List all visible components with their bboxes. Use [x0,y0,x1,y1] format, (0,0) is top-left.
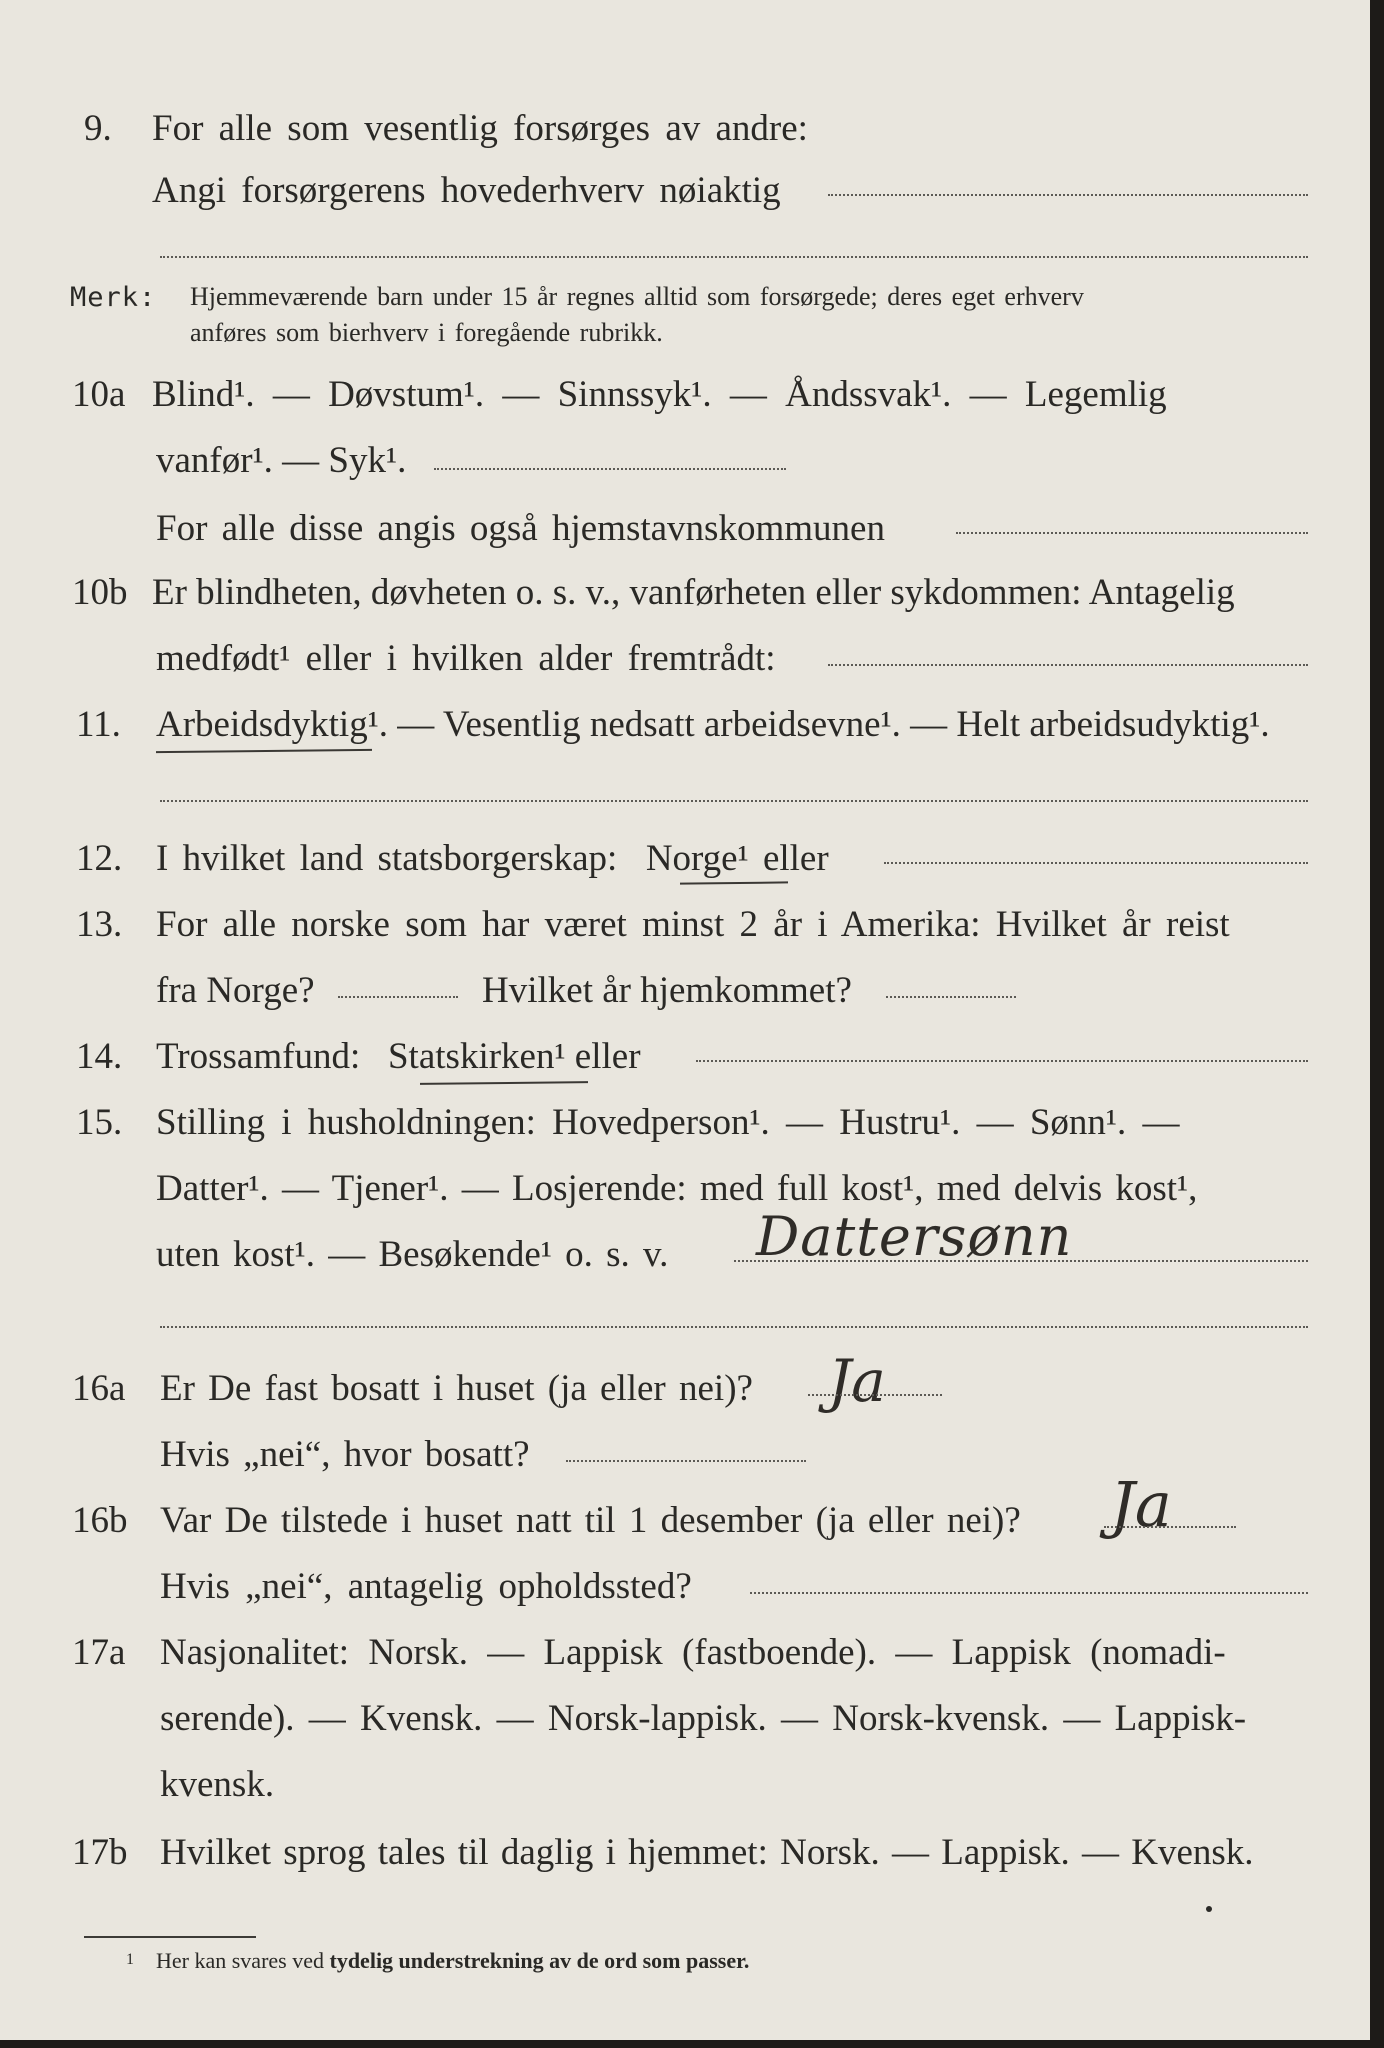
question-number-15: 15. [76,1102,123,1143]
answer-arbeidsdyktig: Arbeidsdyktig [156,704,368,745]
question-number-11: 11. [76,704,121,745]
question-14-text [156,1038,641,1075]
question-number-10b: 10b [72,572,128,613]
answer-dotted-line [886,996,1016,998]
answer-dotted-line [160,800,1308,802]
question-16b-line-2: Hvis „nei“, antagelig opholdssted? [160,1566,692,1607]
question-17a-line-1: Nasjonalitet: Norsk. — Lappisk (fastboende). — Lappisk (nomadi- [160,1632,1226,1673]
question-number-10a: 10a [72,374,126,415]
answer-norge: Norge [645,838,738,879]
question-number-17b: 17b [72,1832,128,1873]
question-10b-line-2: medfødt¹ eller i hvilken alder fremtrådt: [156,638,776,679]
question-12-label: I hvilket land statsborgerskap: [156,838,618,879]
question-15-line-3: uten kost¹. — Besøkende¹ o. s. v. [156,1234,669,1275]
question-number-13: 13. [76,904,123,945]
answer-dotted-line [566,1460,806,1462]
handwritten-underline [420,1081,588,1085]
handwritten-underline [156,749,372,753]
question-16b-line-1: Var De tilstede i huset natt til 1 desember (ja eller nei)? [160,1500,1021,1541]
question-10b-line-1: Er blindheten, døvheten o. s. v., vanførheten eller sykdommen: Antagelig [152,572,1235,613]
answer-dotted-line [828,194,1308,196]
answer-dotted-line [734,1260,1308,1262]
footnote-rule [84,1936,256,1938]
footnote-text [156,1950,749,1972]
question-14-label: Trossamfund: [156,1036,361,1077]
note-label: Merk: [70,282,157,313]
question-number-9: 9. [84,108,112,149]
question-17a-line-2: serende). — Kvensk. — Norsk-lappisk. — Norsk-kvensk. — Lappisk- [160,1698,1247,1739]
question-number-16a: 16a [72,1368,126,1409]
scan-edge-right [1370,0,1384,2048]
handwritten-answer-16a: Ja [828,1347,886,1415]
note-line-1: Hjemmeværende barn under 15 år regnes alltid som forsørgede; deres eget erhverv [190,282,1084,311]
question-9-line-2: Angi forsørgerens hovederhverv nøiaktig [152,170,781,211]
question-16a-line-1: Er De fast bosatt i huset (ja eller nei)? [160,1368,753,1409]
ink-speck [1206,1906,1212,1912]
answer-dotted-line [750,1592,1308,1594]
answer-statskirken: Statskirken [387,1036,555,1077]
question-10a-line-1: Blind¹. — Døvstum¹. — Sinnssyk¹. — Åndssvak¹. — Legemlig [152,374,1167,415]
answer-dotted-line [884,862,1308,864]
handwritten-answer-16b: Ja [1110,1468,1172,1541]
answer-dotted-line [160,256,1308,258]
question-number-14: 14. [76,1036,123,1077]
question-10a-line-3: For alle disse angis også hjemstavnskommunen [156,508,885,549]
question-15-line-2: Datter¹. — Tjener¹. — Losjerende: med full kost¹, med delvis kost¹, [156,1168,1198,1209]
answer-dotted-line [828,664,1308,666]
question-13-line-2b: Hvilket år hjemkommet? [482,970,852,1011]
answer-dotted-line [956,532,1308,534]
question-number-12: 12. [76,838,123,879]
answer-dotted-line [434,468,786,470]
question-number-17a: 17a [72,1632,126,1673]
scan-edge-bottom [0,2040,1384,2048]
footnote-text-b: tydelig understrekning av de ord som passer. [329,1948,750,1973]
question-14-tail: ¹ eller [554,1036,641,1077]
question-12-text [156,840,829,877]
question-9-line-1: For alle som vesentlig forsørges av andre: [152,108,808,149]
question-number-16b: 16b [72,1500,128,1541]
answer-dotted-line [160,1326,1308,1328]
question-17b-line-1: Hvilket sprog tales til daglig i hjemmet: Norsk. — Lappisk. — Kvensk. [160,1832,1254,1873]
answer-dotted-line [1104,1526,1236,1528]
question-11-options: ¹. — Vesentlig nedsatt arbeidsevne¹. — Helt arbeidsudyktig¹. [367,704,1270,745]
question-13-line-2a: fra Norge? [156,970,315,1011]
answer-dotted-line [338,996,458,998]
handwritten-answer-15: Dattersønn [756,1205,1073,1268]
handwritten-underline [680,881,788,884]
answer-dotted-line [696,1060,1308,1062]
question-11-line-1 [156,706,1270,743]
question-16a-line-2: Hvis „nei“, hvor bosatt? [160,1434,530,1475]
question-12-tail: ¹ eller [737,838,829,879]
note-line-2: anføres som bierhverv i foregående rubrikk. [190,318,663,347]
answer-dotted-line [808,1394,942,1396]
question-10a-line-2: vanfør¹. — Syk¹. [156,440,407,481]
question-17a-line-3: kvensk. [160,1764,275,1805]
question-13-line-1: For alle norske som har været minst 2 år i Amerika: Hvilket år reist [156,904,1230,945]
question-15-line-1: Stilling i husholdningen: Hovedperson¹. — Hustru¹. — Sønn¹. — [156,1102,1180,1143]
footnote-mark: 1 [126,1951,134,1968]
footnote-text-a: Her kan svares ved [156,1948,324,1973]
